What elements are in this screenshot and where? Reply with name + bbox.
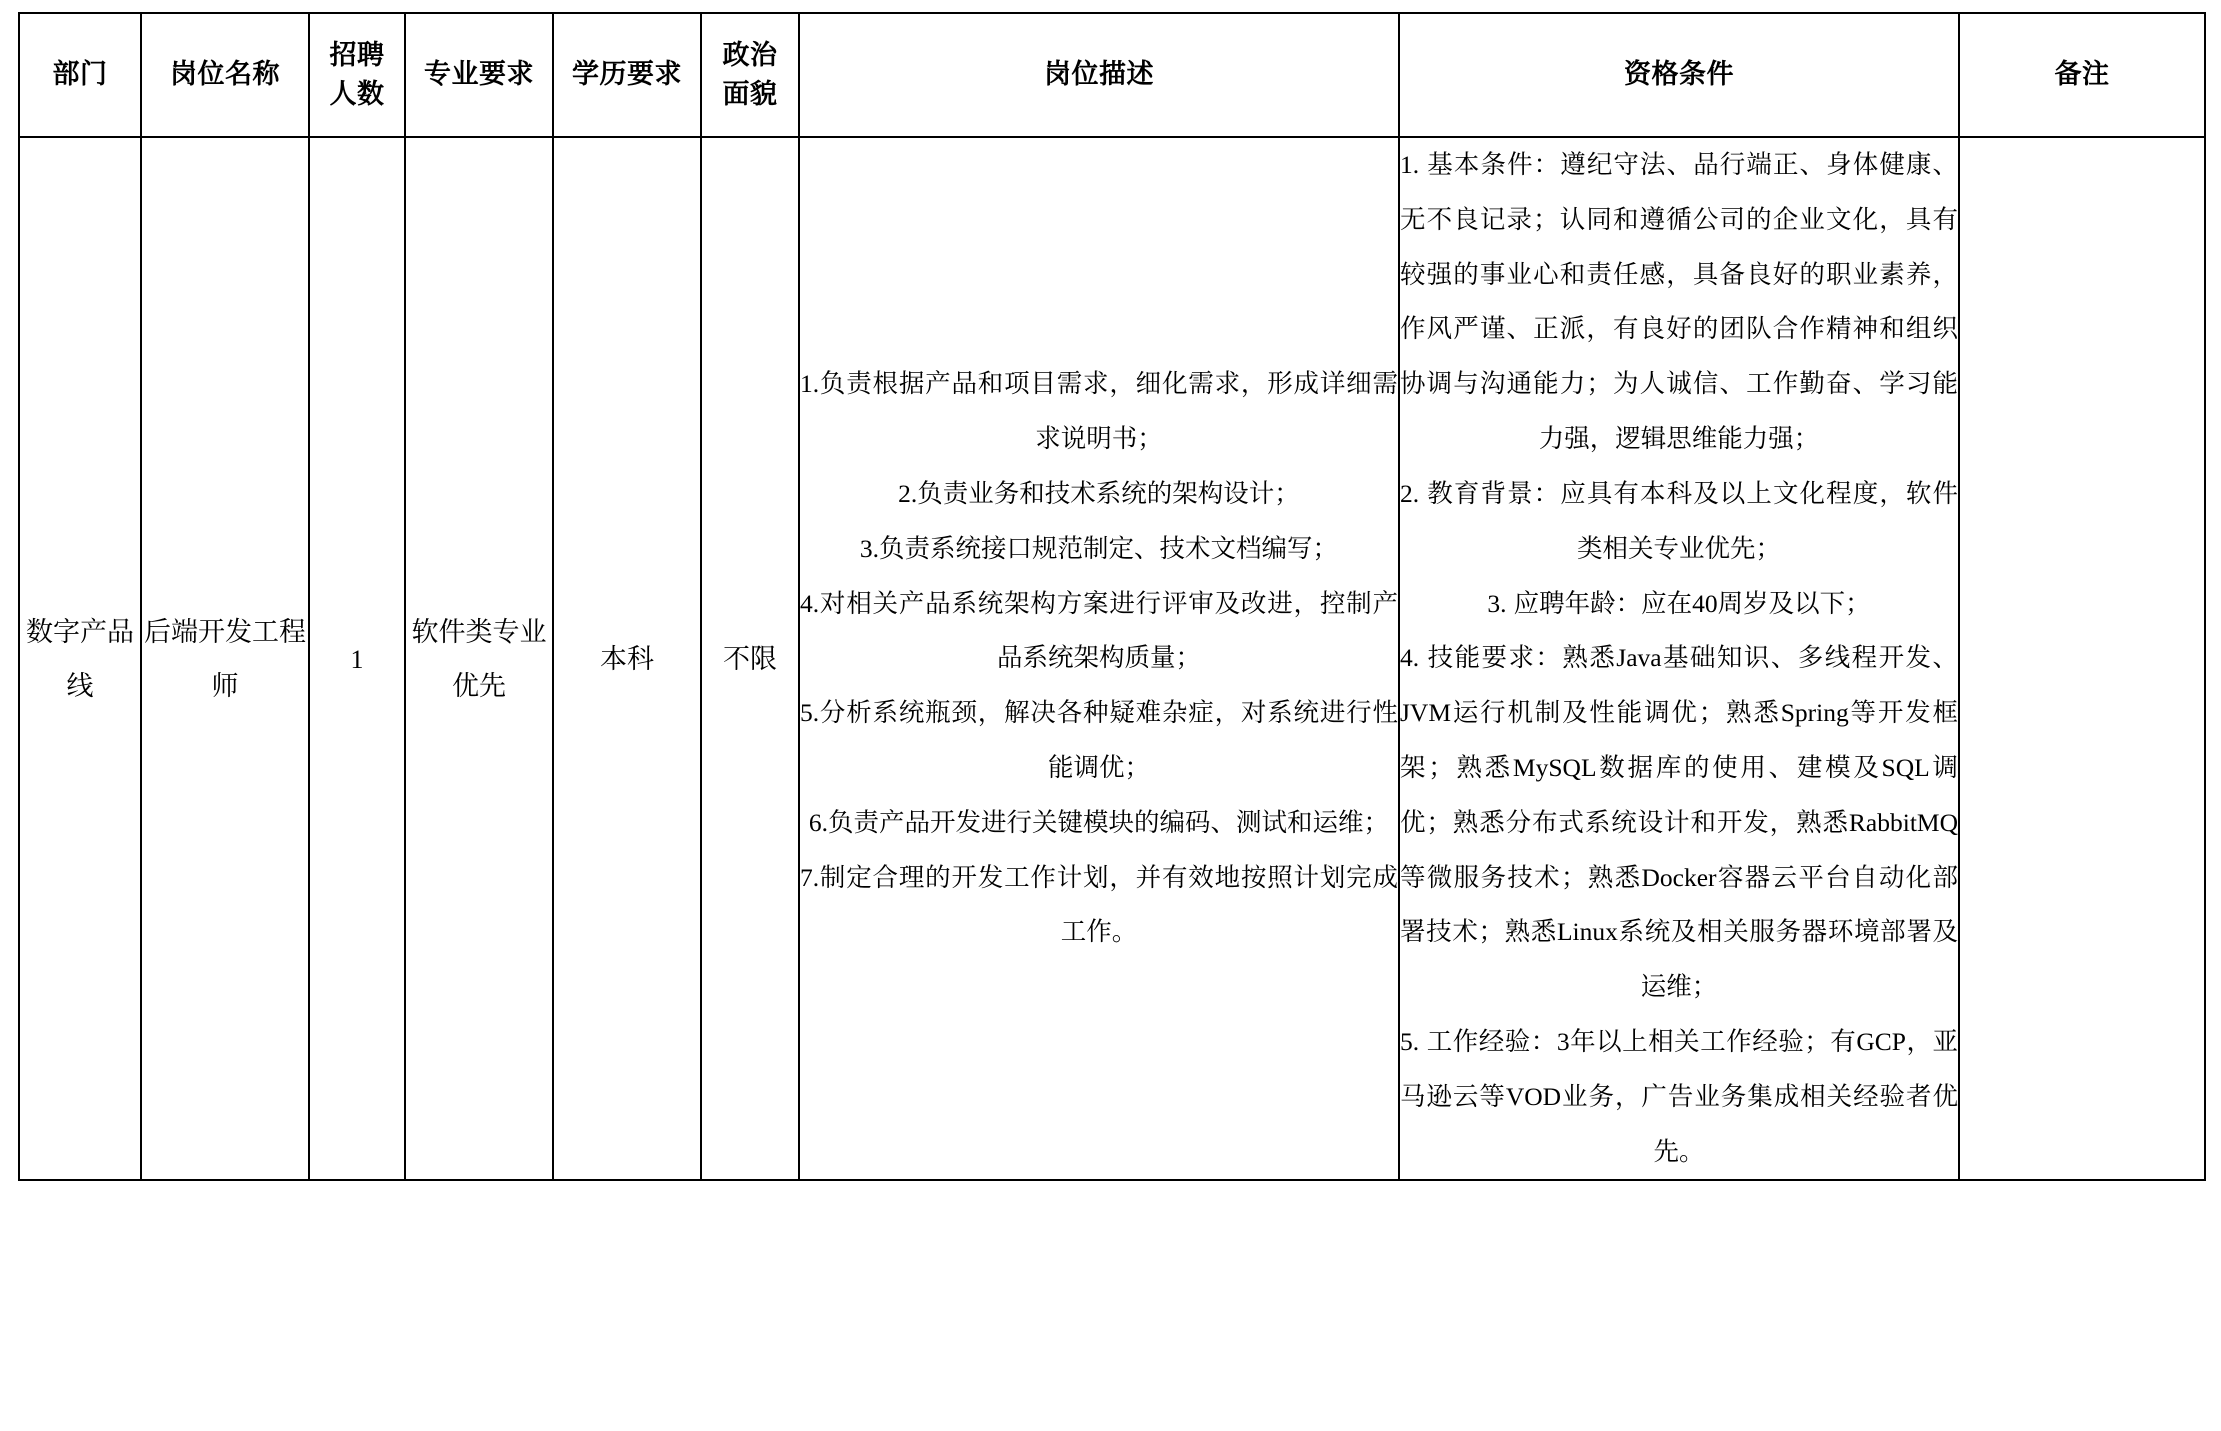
paragraph: 2. 教育背景：应具有本科及以上文化程度，软件类相关专业优先； — [1400, 478, 1958, 563]
cell-job-title: 后端开发工程师 — [141, 137, 309, 1180]
header-line: 部门 — [52, 59, 108, 90]
header-line: 岗位名称 — [170, 59, 280, 90]
column-header-job-description — [799, 13, 1399, 137]
column-header-political-status — [701, 13, 799, 137]
paragraph: 5. 工作经验：3年以上相关工作经验；有GCP，亚马逊云等VOD业务，广告业务集成相关经验者优先。 — [1400, 1027, 1958, 1166]
column-header-remark — [1959, 13, 2205, 137]
header-line: 面貌 — [722, 79, 778, 109]
column-header-qualification — [1399, 13, 1959, 137]
paragraph: 5.分析系统瓶颈，解决各种疑难杂症，对系统进行性能调优； — [800, 698, 1398, 782]
paragraph: 1. 基本条件：遵纪守法、品行端正、身体健康、无不良记录；认同和遵循公司的企业文化，具有较强的事业心和责任感，具备良好的职业素养，作风严谨、正派，有良好的团队合作精神和组织协调与沟通能力；为人诚信、工作勤奋、学习能力强，逻辑思维能力强； — [1400, 150, 1958, 454]
header-line: 招聘 — [329, 39, 385, 70]
header-line: 人数 — [329, 79, 385, 109]
cell-headcount — [309, 137, 405, 1180]
column-header-major — [405, 13, 553, 137]
job-description-list — [800, 357, 1398, 960]
cell-department: 数字产品线 — [19, 137, 141, 1180]
paragraph: 6.负责产品开发进行关键模块的编码、测试和运维； — [808, 807, 1390, 837]
paragraph: 4. 技能要求：熟悉Java基础知识、多线程开发、JVM运行机制及性能调优；熟悉Spring等开发框架；熟悉MySQL数据库的使用、建模及SQL调优；熟悉分布式系统设计和开发，熟悉RabbitMQ等微服务技术；熟悉Docker容器云平台自动化部署技术；熟悉Linux系统及相关服务器环境部署及运维； — [1400, 643, 1958, 1002]
table-header — [19, 13, 2205, 137]
qualification-list — [1400, 138, 1958, 1179]
column-header-headcount — [309, 13, 405, 137]
cell-major: 软件类专业优先 — [405, 137, 553, 1180]
table-body — [19, 137, 2205, 1180]
header-line: 备注 — [2054, 59, 2110, 90]
paragraph: 7.制定合理的开发工作计划，并有效地按照计划完成工作。 — [800, 862, 1398, 947]
cell-remark — [1959, 137, 2205, 1180]
column-header-education — [553, 13, 701, 137]
paragraph: 1.负责根据产品和项目需求，细化需求，形成详细需求说明书； — [800, 369, 1398, 454]
header-row — [19, 13, 2205, 137]
cell-qualification — [1399, 137, 1959, 1180]
header-line: 政治 — [722, 39, 778, 70]
paragraph: 2.负责业务和技术系统的架构设计； — [898, 478, 1300, 508]
column-header-job-title — [141, 13, 309, 137]
header-line: 岗位描述 — [1044, 59, 1154, 90]
table-row — [19, 137, 2205, 1180]
header-line: 资格条件 — [1624, 59, 1734, 90]
cell-education: 本科 — [553, 137, 701, 1180]
paragraph: 3.负责系统接口规范制定、技术文档编写； — [859, 533, 1339, 563]
header-line: 专业要求 — [424, 59, 534, 90]
paragraph: 4.对相关产品系统架构方案进行评审及改进，控制产品系统架构质量； — [800, 588, 1398, 673]
column-header-department — [19, 13, 141, 137]
headcount-value: 1 — [350, 644, 364, 674]
cell-job-description — [799, 137, 1399, 1180]
job-posting-table — [18, 12, 2206, 1181]
paragraph: 3. 应聘年龄：应在40周岁及以下； — [1487, 588, 1871, 618]
cell-political-status: 不限 — [701, 137, 799, 1180]
header-line: 学历要求 — [572, 59, 682, 90]
